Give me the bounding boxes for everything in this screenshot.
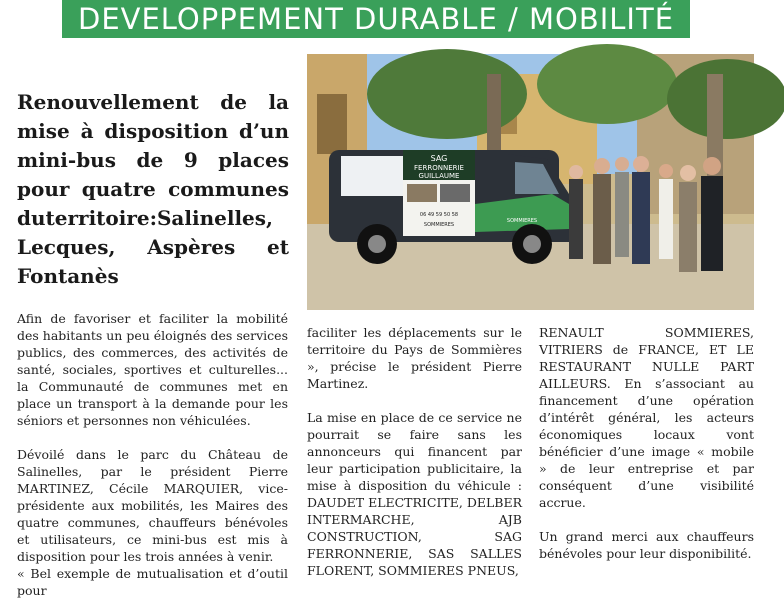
article-photo <box>307 54 754 310</box>
section-banner <box>62 0 690 38</box>
paragraph: La mise en place de ce service ne pourrait se faire sans les annonceurs qui financent par leur participation publicitaire, la mise à disposition du véhicule : DAUDET ELECTRICITE, DELBER INTERMARCHE, AJB CONSTRUCTION, SAG FERRONNERIE, SAS SALLES FLORENT, SOMMIERES PNEUS, <box>307 410 522 578</box>
paragraph: Dévoilé dans le parc du Château de Salinelles, par le président Pierre MARTINEZ, Cécile MARQUIER, vice-présidente aux mobilités, les Maires des quatre communes, chauffeurs bénévoles et utilisateurs, ce mini-bus est mis à disposition pour les trois années à venir. <box>17 447 288 564</box>
paragraph: faciliter les déplacements sur le territoire du Pays de Sommières », précise le président Pierre Martinez. <box>307 325 522 391</box>
van-side-town: SOMMIERES <box>506 218 538 224</box>
paragraph: Un grand merci aux chauffeurs bénévoles pour leur disponibilité. <box>539 529 754 561</box>
article-column-1 <box>17 310 288 598</box>
paragraph: Afin de favoriser et faciliter la mobilité des habitants un peu éloignés des services publics, des commerces, des activités de santé, sociales, sportives et culturelles... la Communauté de communes met en place un transport à la demande pour les séniors et personnes non véhiculées. <box>17 311 288 428</box>
minibus-photo-illustration <box>307 54 754 310</box>
paragraph: RENAULT SOMMIERES, VITRIERS de FRANCE, ET LE RESTAURANT NULLE PART AILLEURS. En s’associant au financement d’une opération d’intérêt général, les acteurs économiques locaux vont bénéficier d’une image « mobile » de leur entreprise et par conséquent d’une visibilité accrue. <box>539 325 754 510</box>
van-sign-phone: 06 49 59 50 58 <box>419 212 459 218</box>
van-sign-line2: GUILLAUME <box>418 172 460 180</box>
paragraph: « Bel exemple de mutualisation et d’outil pour <box>17 566 288 598</box>
article-column-2 <box>307 324 522 583</box>
van-sign-brand: SAG <box>430 154 448 163</box>
van-sign-line1: FERRONNERIE <box>414 164 464 172</box>
article-headline: Renouvellement de la mise à disposition d’un mini-bus de 9 places pour quatre communes duterritoire:Salinelles, Lecques, Aspères et Fontanès <box>17 90 289 288</box>
section-title: DEVELOPPEMENT DURABLE / MOBILITÉ <box>77 2 675 36</box>
article-column-3 <box>539 324 754 583</box>
van-sign-town: SOMMIERES <box>423 222 455 228</box>
